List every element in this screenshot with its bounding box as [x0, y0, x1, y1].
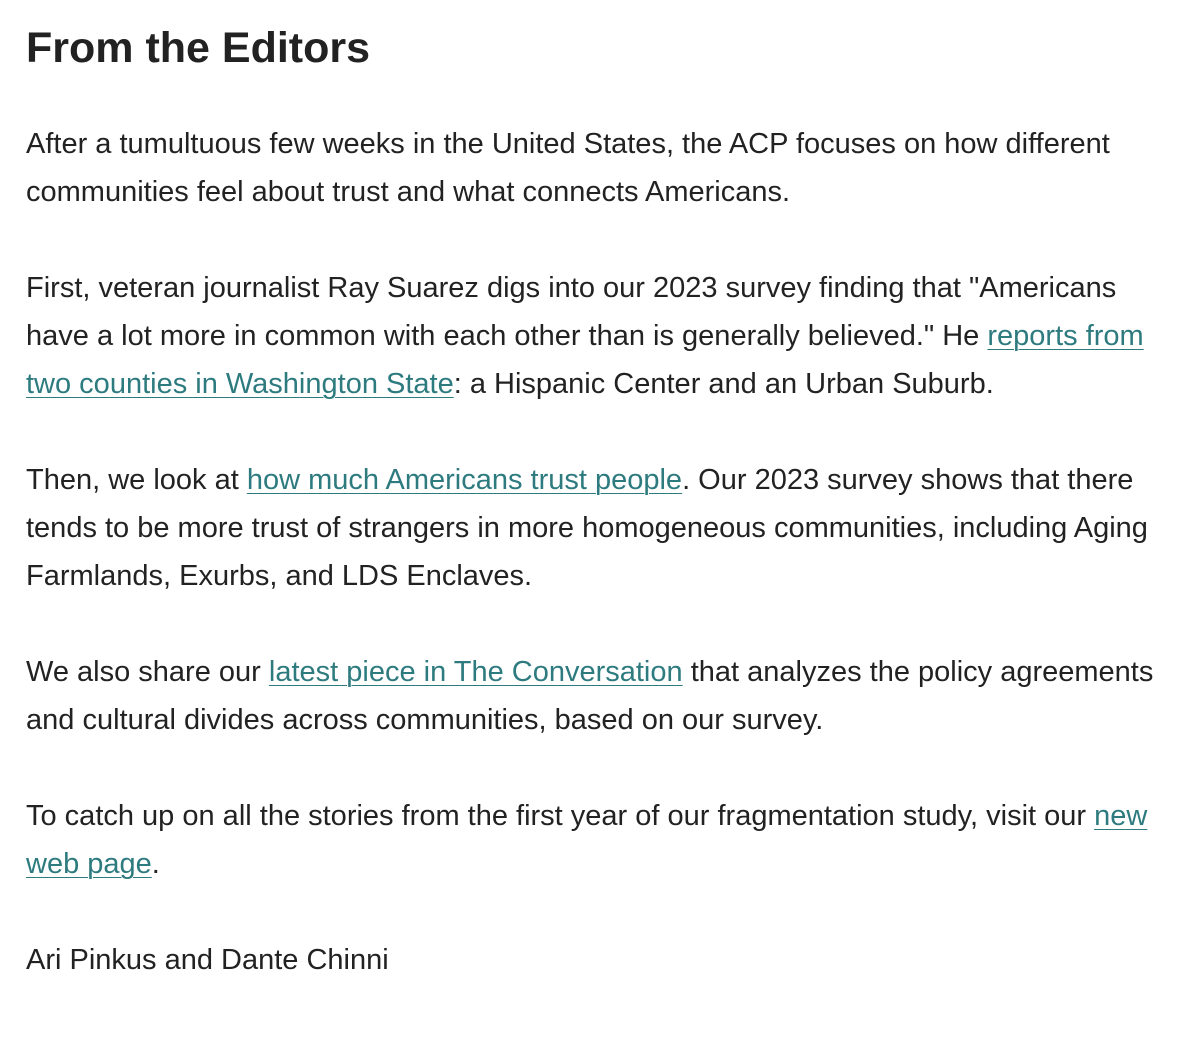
conversation-text-before: We also share our [26, 656, 269, 688]
catch-up-paragraph [26, 792, 1162, 888]
washington-counties-link[interactable]: reports from two counties in Washington State [26, 320, 1144, 400]
suarez-text-before: First, veteran journalist Ray Suarez digs into our 2023 survey finding that "Americans have a lot more in common with each other than is generally believed." He [26, 272, 1117, 352]
page-title: From the Editors [26, 24, 371, 72]
suarez-text-after: : a Hispanic Center and an Urban Suburb. [453, 368, 994, 400]
conversation-text-after: that analyzes the policy agreements and cultural divides across communities, based on our survey. [26, 656, 1154, 736]
catch-up-text-before: To catch up on all the stories from the first year of our fragmentation study, visit our [26, 800, 1095, 832]
trust-text-before: Then, we look at [26, 464, 247, 496]
intro-paragraph: After a tumultuous few weeks in the United States, the ACP focuses on how different communities feel about trust and what connects Americans. [26, 128, 1110, 208]
catch-up-text-after: . [151, 848, 160, 880]
signature: Ari Pinkus and Dante Chinni [26, 944, 389, 976]
trust-people-link[interactable]: how much Americans trust people [246, 464, 683, 496]
trust-text-after: . Our 2023 survey shows that there tends to be more trust of strangers in more homogeneous communities, including Aging Farmlands, Exurbs, and LDS Enclaves. [26, 464, 1148, 592]
conversation-piece-link[interactable]: latest piece in The Conversation [268, 656, 683, 688]
suarez-paragraph [26, 264, 1162, 408]
conversation-paragraph [26, 648, 1162, 744]
trust-paragraph [26, 456, 1162, 600]
new-web-page-link[interactable]: new web page [26, 800, 1148, 880]
